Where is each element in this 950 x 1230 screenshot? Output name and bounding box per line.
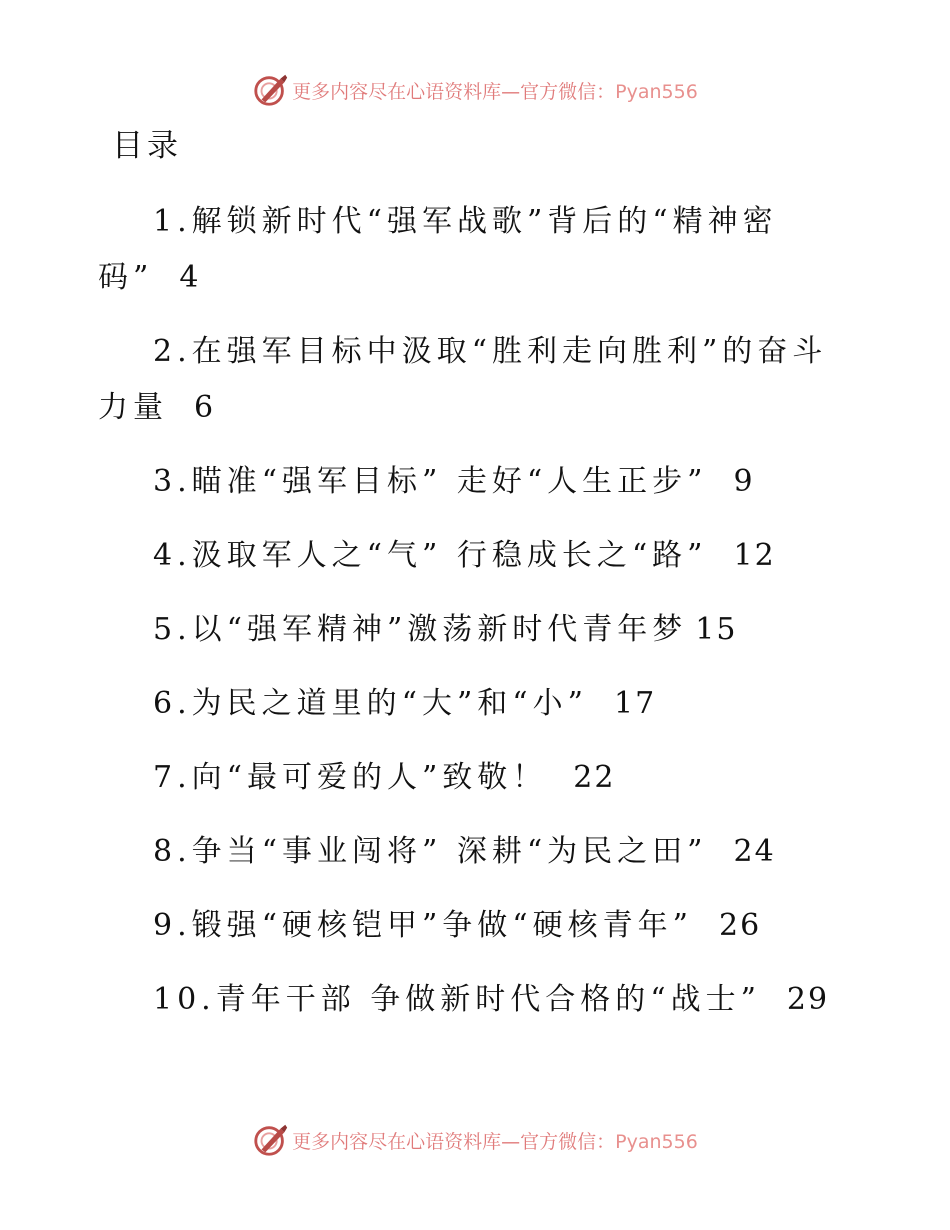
toc-entry-label: 2.在强军目标中汲取“胜利走向胜利”的奋斗力量 — [98, 334, 828, 425]
toc-entry[interactable] — [0, 324, 950, 436]
toc-entry[interactable] — [0, 602, 950, 658]
watermark-label: 更多内容尽在心语资料库—官方微信： — [292, 1130, 616, 1153]
header-watermark — [0, 70, 950, 110]
toc-entry-page: 24 — [733, 834, 776, 869]
toc-entry-label: 8.争当“事业闯将” 深耕“为民之田” — [153, 834, 708, 869]
toc-entry-label: 3.瞄准“强军目标” 走好“人生正步” — [153, 464, 708, 499]
toc-entry[interactable] — [0, 454, 950, 510]
toc-entry-page: 26 — [718, 908, 762, 943]
toc-entry-label: 1.解锁新时代“强军战歌”背后的“精神密码” — [98, 204, 778, 295]
watermark-wechat-id: Pyan556 — [615, 1130, 698, 1153]
toc-entry-page: 15 — [695, 612, 738, 647]
toc-entry[interactable] — [0, 898, 950, 954]
toc-entry-page: 9 — [733, 464, 755, 499]
toc-entry-label: 7.向“最可爱的人”致敬！ — [153, 760, 548, 795]
toc-entry[interactable] — [0, 824, 950, 880]
toc-entry-label: 5.以“强军精神”激荡新时代青年梦 — [153, 612, 688, 647]
toc-entry-page: 12 — [733, 538, 776, 573]
toc-entry-label: 10.青年干部 争做新时代合格的“战士” — [153, 982, 761, 1017]
watermark-label: 更多内容尽在心语资料库—官方微信： — [292, 80, 616, 103]
toc-entry[interactable] — [0, 972, 950, 1028]
toc-entry-label: 4.汲取军人之“气” 行稳成长之“路” — [153, 538, 708, 573]
pen-logo-icon — [252, 71, 290, 109]
watermark-text — [292, 77, 698, 104]
toc-title: 目录 — [112, 128, 182, 164]
toc-entry-page: 22 — [573, 760, 616, 795]
toc-entry[interactable] — [0, 750, 950, 806]
toc-entry-page: 6 — [194, 390, 216, 425]
toc-entry-label: 9.锻强“硬核铠甲”争做“硬核青年” — [153, 908, 693, 943]
watermark-text — [292, 1127, 698, 1154]
toc-list — [0, 194, 950, 1046]
toc-entry[interactable] — [0, 676, 950, 732]
footer-watermark — [0, 1120, 950, 1160]
toc-entry[interactable] — [0, 528, 950, 584]
pen-logo-icon — [252, 1121, 290, 1159]
toc-entry-page: 17 — [613, 686, 657, 721]
toc-entry-page: 4 — [179, 260, 201, 295]
toc-entry-label: 6.为民之道里的“大”和“小” — [153, 686, 588, 721]
toc-entry[interactable] — [0, 194, 950, 306]
watermark-wechat-id: Pyan556 — [615, 80, 698, 103]
toc-entry-page: 29 — [786, 982, 830, 1017]
